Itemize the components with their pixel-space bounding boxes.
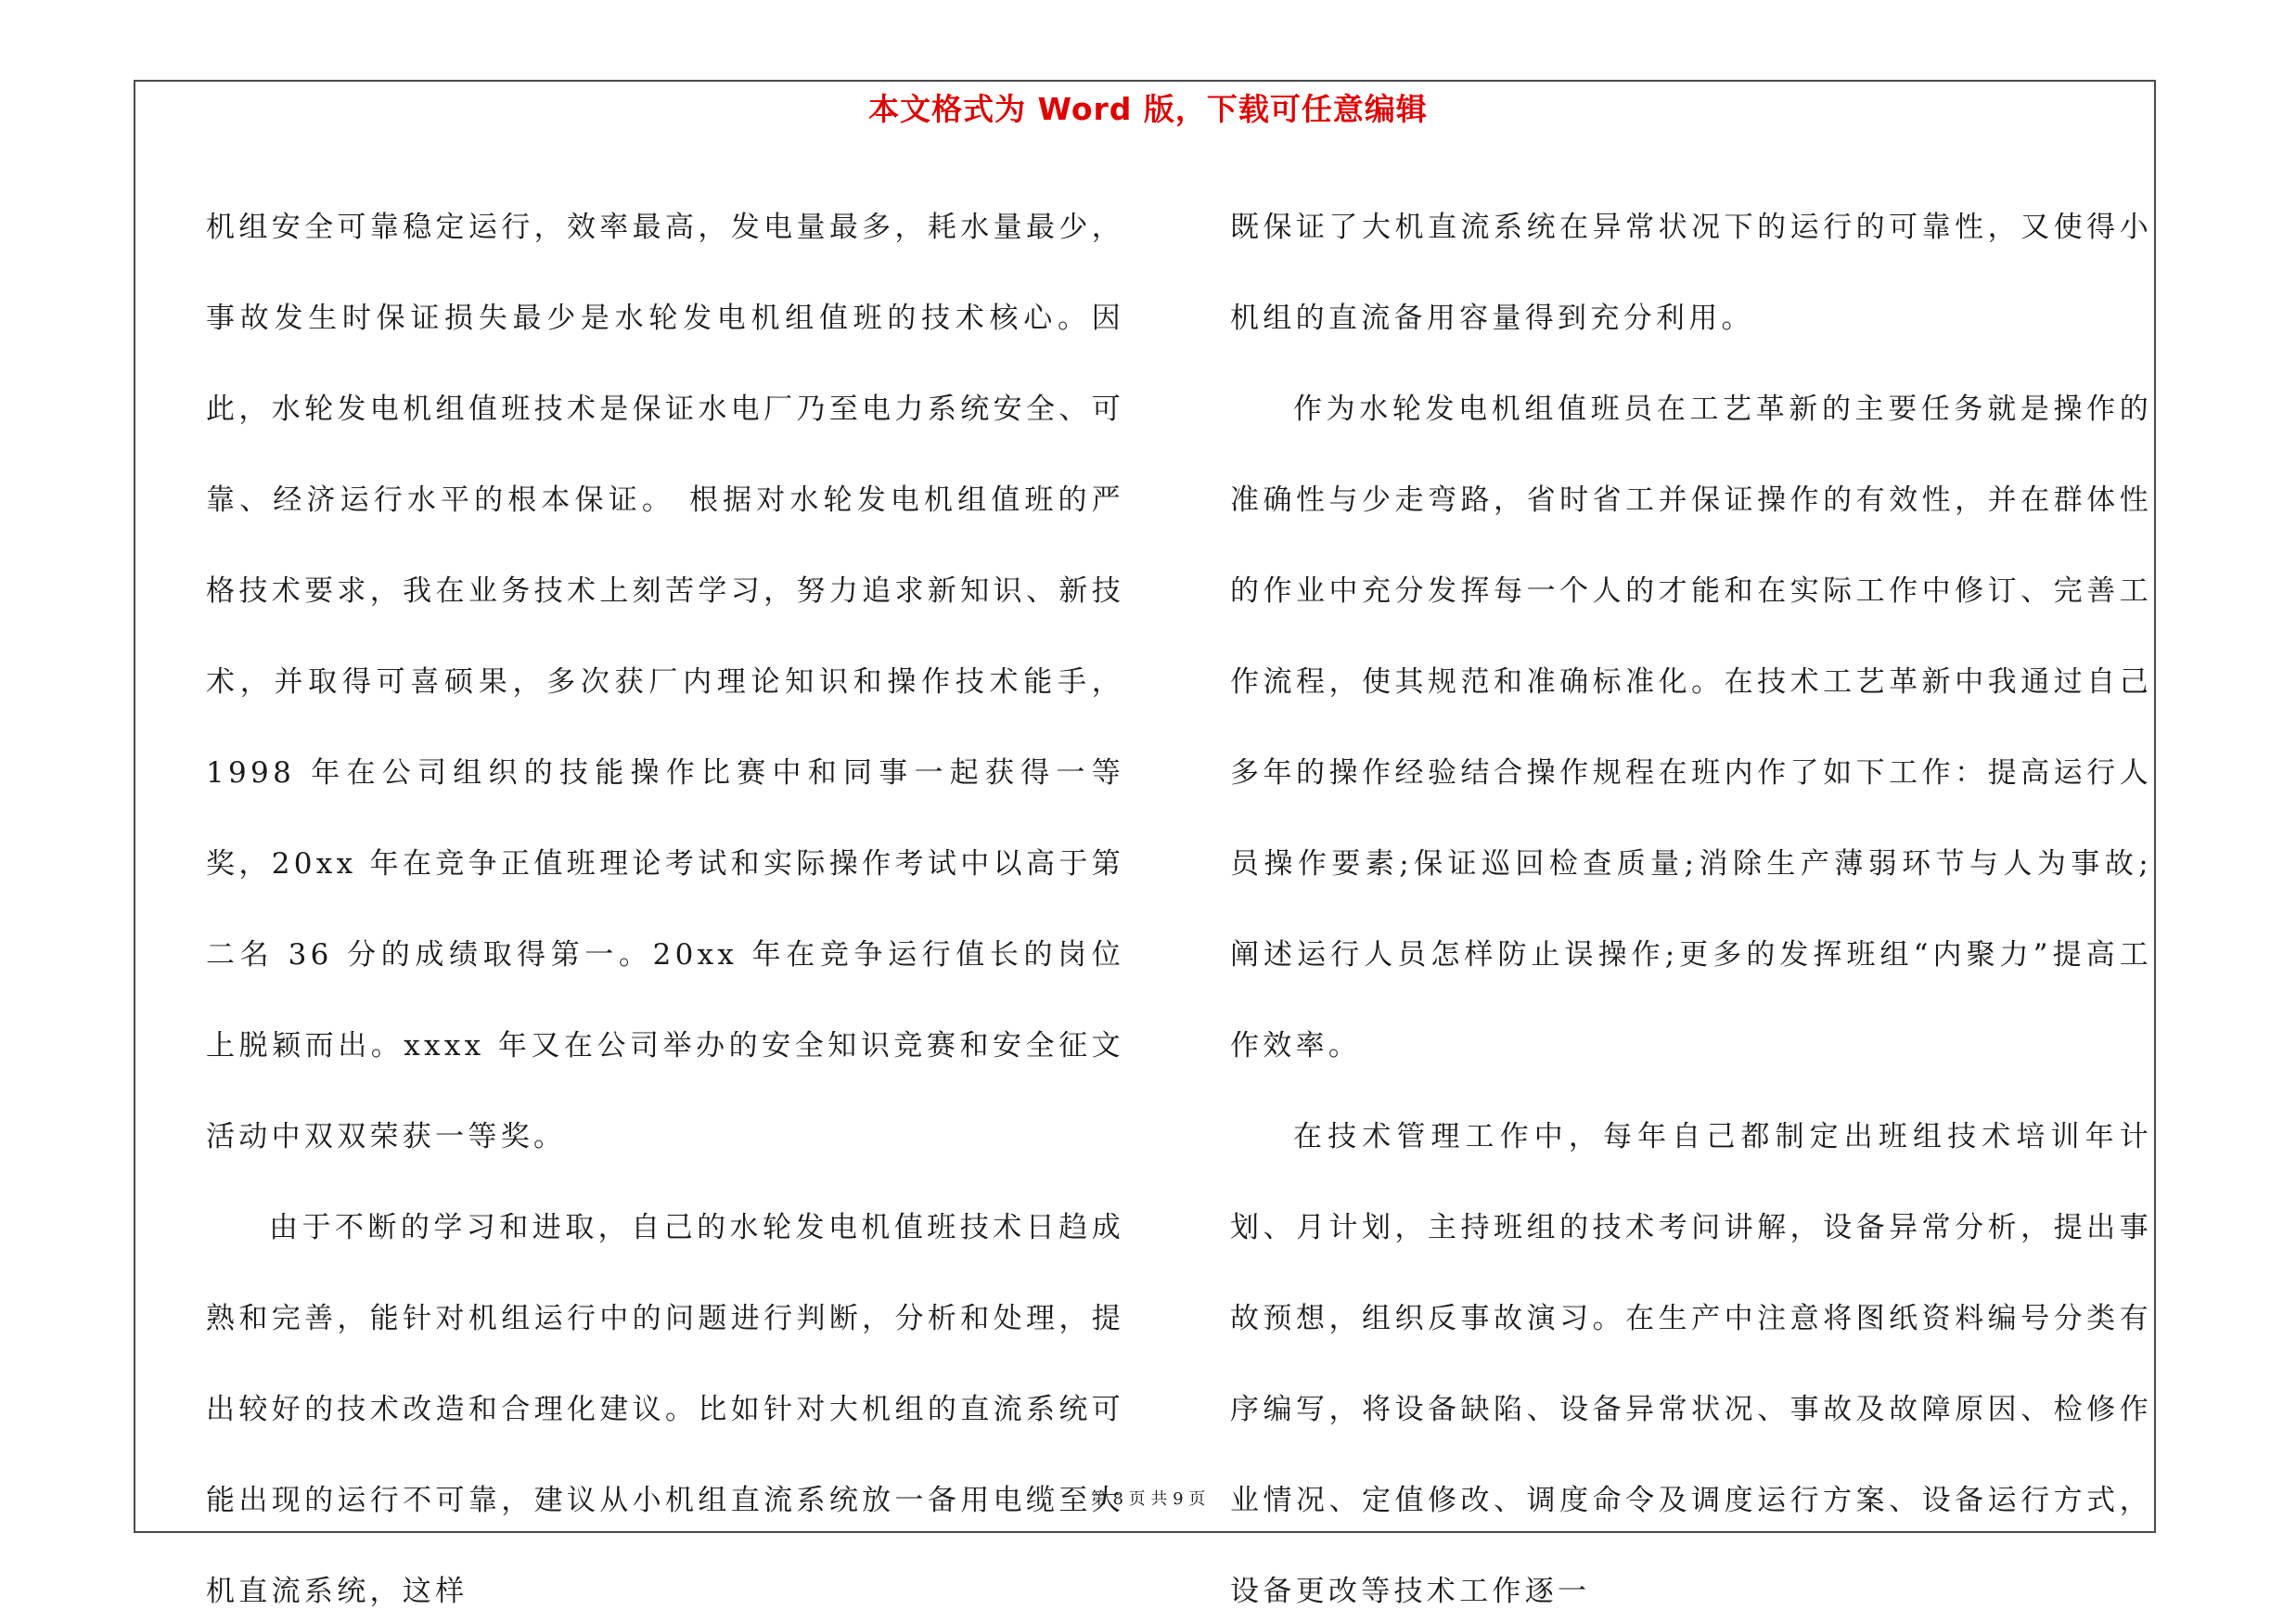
left-column — [206, 182, 1124, 1623]
format-notice-banner: 本文格式为 Word 版，下载可任意编辑 — [868, 91, 1428, 127]
page-number-footer: 第 8 页 共 9 页 — [1090, 1489, 1206, 1509]
right-column — [1230, 182, 2152, 1623]
right-paragraph-3: 在技术管理工作中，每年自己都制定出班组技术培训年计划、月计划，主持班组的技术考问讲解，设备异常分析，提出事故预想，组织反事故演习。在生产中注意将图纸资料编号分类有序编写，将设备缺陷、设备异常状况、事故及故障原因、检修作业情况、定值修改、调度命令及调度运行方案、设备运行方式，设备更改等技术工作逐一 — [1230, 1120, 2152, 1608]
left-paragraph-2: 由于不断的学习和进取，自己的水轮发电机值班技术日趋成熟和完善，能针对机组运行中的问题进行判断，分析和处理，提出较好的技术改造和合理化建议。比如针对大机组的直流系统可能出现的运行不可靠，建议从小机组直流系统放一备用电缆至大机直流系统，这样 — [206, 1211, 1124, 1608]
right-paragraph-1: 既保证了大机直流系统在异常状况下的运行的可靠性，又使得小机组的直流备用容量得到充分利用。 — [1230, 211, 2152, 335]
left-paragraph-1: 机组安全可靠稳定运行，效率最高，发电量最多，耗水量最少，事故发生时保证损失最少是水轮发电机组值班的技术核心。因此，水轮发电机组值班技术是保证水电厂乃至电力系统安全、可靠、经济运行水平的根本保证。 根据对水轮发电机组值班的严格技术要求，我在业务技术上刻苦学习，努力追求新知识、新技术，并取得可喜硕果，多次获厂内理论知识和操作技术能手，1998 年在公司组织的技能操作比赛中和同事一起获得一等奖，20xx 年在竞争正值班理论考试和实际操作考试中以高于第二名 36 分的成绩取得第一。20xx 年在竞争运行值长的岗位上脱颖而出。xxxx 年又在公司举办的安全知识竞赛和安全征文活动中双双荣获一等奖。 — [206, 211, 1124, 1153]
right-paragraph-2: 作为水轮发电机组值班员在工艺革新的主要任务就是操作的准确性与少走弯路，省时省工并保证操作的有效性，并在群体性的作业中充分发挥每一个人的才能和在实际工作中修订、完善工作流程，使其规范和准确标准化。在技术工艺革新中我通过自己多年的操作经验结合操作规程在班内作了如下工作：提高运行人员操作要素;保证巡回检查质量;消除生产薄弱环节与人为事故;阐述运行人员怎样防止误操作;更多的发挥班组“内聚力”提高工作效率。 — [1230, 393, 2152, 1063]
